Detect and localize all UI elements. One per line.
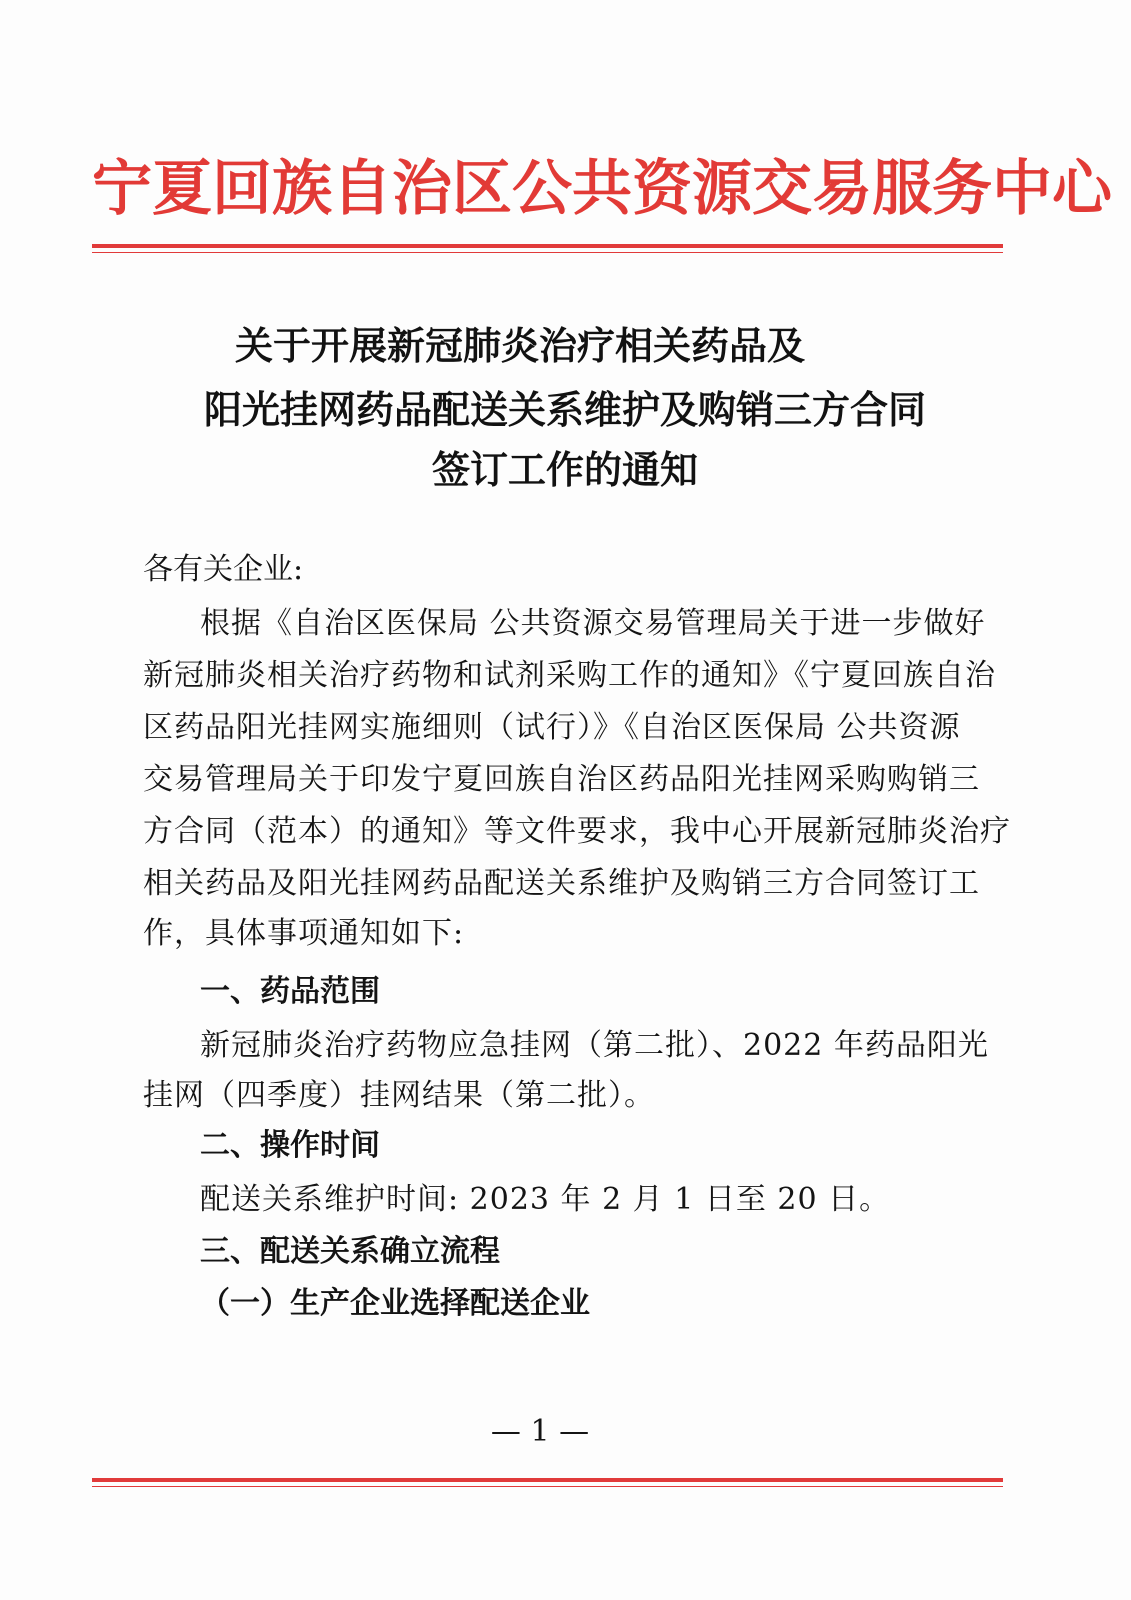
intro-line-7: 作，具体事项通知如下: [143,916,465,951]
footer-red-rule-thick [92,1478,1003,1482]
org-header-title: 宁夏回族自治区公共资源交易服务中心 [92,154,1112,224]
intro-line-5: 方合同（范本）的通知》等文件要求，我中心开展新冠肺炎治疗 [143,814,1011,849]
footer-red-rule-thin [92,1486,1003,1487]
intro-line-3: 区药品阳光挂网实施细则（试行）》《自治区医保局 公共资源 [143,710,961,745]
intro-line-4: 交易管理局关于印发宁夏回族自治区药品阳光挂网采购购销三 [143,762,980,797]
section-1-line-2: 挂网（四季度）挂网结果（第二批）。 [143,1078,655,1113]
header-red-rule-thin [92,252,1003,253]
intro-line-6: 相关药品及阳光挂网药品配送关系维护及购销三方合同签订工 [143,866,980,901]
document-title-line-2: 阳光挂网药品配送关系维护及购销三方合同 [203,387,926,432]
intro-line-1: 根据《自治区医保局 公共资源交易管理局关于进一步做好 [200,606,986,641]
section-3-subheading: （一）生产企业选择配送企业 [200,1286,590,1321]
intro-line-2: 新冠肺炎相关治疗药物和试剂采购工作的通知》《宁夏回族自治 [143,658,996,693]
section-1-heading: 一、药品范围 [200,974,380,1009]
page-number: — 1 — [490,1414,590,1449]
document-title-line-3: 签订工作的通知 [431,447,698,492]
document-title-line-1: 关于开展新冠肺炎治疗相关药品及 [234,323,805,368]
section-2-heading: 二、操作时间 [200,1128,380,1163]
header-red-rule-thick [92,244,1003,248]
section-3-heading: 三、配送关系确立流程 [200,1234,500,1269]
salutation: 各有关企业: [143,552,304,587]
section-2-line-1: 配送关系维护时间: 2023 年 2 月 1 日至 20 日。 [200,1182,891,1217]
section-1-line-1: 新冠肺炎治疗药物应急挂网（第二批）、2022 年药品阳光 [200,1028,989,1063]
